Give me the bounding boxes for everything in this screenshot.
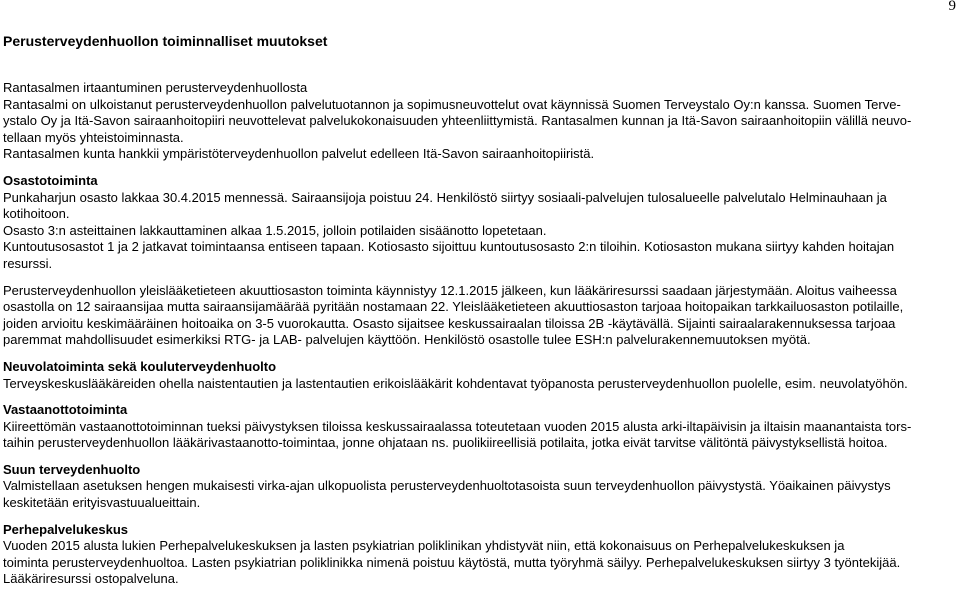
- perhepalvelu-line-3: Lääkäriresurssi ostopalveluna.: [3, 571, 179, 587]
- intro-line-3: ystalo Oy ja Itä-Savon sairaanhoitopiiri neuvottelevat palvelukokonaisuuden yhteenliittymistä. Rantasalmen kunnan ja Itä-Savon sairaanhoitopiin välillä neuvo-: [3, 113, 912, 129]
- page-number: 9: [948, 0, 956, 14]
- section-heading: Suun terveydenhuolto: [3, 461, 141, 477]
- akuutti-line-2: osastolla on 12 sairaansijaa mutta sairaansijamäärää pyritään nostamaan 22. Yleislääketieteen akuuttiosaston tarjoaa hoitopaikan tarkkailuosaston potilaille,: [3, 299, 904, 315]
- intro-line-5: Rantasalmen kunta hankkii ympäristöterveydenhuollon palvelut edelleen Itä-Savon sairaanhoitopiiristä.: [3, 146, 595, 162]
- vastaanotto-line-1: Kiireettömän vastaanottotoiminnan tueksi päivystyksen tiloissa keskussairaalassa toteutetaan vuoden 2015 alusta arki-iltapäivisin ja iltaisin maanantaista tors-: [3, 418, 912, 434]
- intro-line-2: Rantasalmi on ulkoistanut perusterveydenhuollon palvelutuotannon ja sopimusneuvottelut ovat käynnissä Suomen Terveystalo Oy:n kanssa. Suomen Terve-: [3, 96, 901, 112]
- document-body: [3, 80, 955, 588]
- section-heading: Vastaanottotoiminta: [3, 402, 128, 418]
- osasto-line-2: kotihoitoon.: [3, 206, 70, 222]
- osasto-line-5: resurssi.: [3, 255, 53, 271]
- section-neuvolatoiminta: [3, 359, 955, 392]
- suun-line-2: keskitetään erityisvastuualueittain.: [3, 495, 201, 511]
- akuutti-line-1: Perusterveydenhuollon yleislääketieteen akuuttiosaston toiminta käynnistyy 12.1.2015 jälkeen, kun lääkäriresurssi saadaan järjestymään. Aloitus vaiheessa: [3, 282, 897, 298]
- osasto-line-3: Osasto 3:n asteittainen lakkauttaminen alkaa 1.5.2015, jolloin potilaiden sisäänotto lopetetaan.: [3, 222, 547, 238]
- intro-line-4: tellaan myös yhteistoiminnasta.: [3, 129, 184, 145]
- section-suun-terveydenhuolto: [3, 462, 955, 512]
- osasto-line-4: Kuntoutusosastot 1 ja 2 jatkavat toimintaansa entiseen tapaan. Kotiosasto sijoittuu kuntoutusosasto 2:n tiloihin. Kotiosaston mukana siirtyy kahden hoitajan: [3, 239, 895, 255]
- section-vastaanottotoiminta: [3, 402, 955, 452]
- neuvola-line-1: Terveyskeskuslääkäreiden ohella naistentautien ja lastentautien erikoislääkärit kohdentavat työpanosta perusterveydenhuollon puolelle, esim. neuvolatyöhön.: [3, 375, 908, 391]
- vastaanotto-line-2: taihin perusterveydenhuollon lääkärivastaanotto-toimintaa, jonne ohjataan ns. puolikiireellisiä potilaita, jotka eivät tarvitse välitöntä päivystyksellistä hoitoa.: [3, 435, 888, 451]
- section-osastotoiminta: [3, 173, 955, 273]
- akuutti-line-3: joiden arvioitu keskimääräinen hoitoaika on 3-5 vuorokautta. Osasto sijaitsee keskussairaalan tiloissa 2B -käytävällä. Sijainti sairaalarakennuksessa tarjoaa: [3, 315, 896, 331]
- section-heading: Perhepalvelukeskus: [3, 521, 129, 537]
- page-title: Perusterveydenhuollon toiminnalliset muutokset: [3, 33, 328, 49]
- perhepalvelu-line-2: toiminta perusterveydenhuoltoa. Lasten psykiatrian poliklinikka nimenä poistuu käytöstä, mutta työryhmä säilyy. Perhepalvelukeskuksen siirtyy 3 työntekijää.: [3, 554, 901, 570]
- section-heading: Osastotoiminta: [3, 172, 98, 188]
- akuutti-line-4: paremmat mahdollisuudet esimerkiksi RTG- ja LAB- palvelujen käyttöön. Henkilöstö osastolle tulee ESH:n palvelurakennemuutoksen myötä.: [3, 332, 811, 348]
- section-perhepalvelukeskus: [3, 522, 955, 588]
- section-rantasalmi: [3, 80, 955, 163]
- section-akuuttiosasto: [3, 283, 955, 349]
- suun-line-1: Valmistellaan asetuksen hengen mukaisesti virka-ajan ulkopuolista perusterveydenhuoltotasoista suun terveydenhuollon päivystystä. Yöaikainen päivystys: [3, 478, 891, 494]
- perhepalvelu-line-1: Vuoden 2015 alusta lukien Perhepalvelukeskuksen ja lasten psykiatrian poliklinikan yhdistyvät niin, että kokonaisuus on Perhepalvelukeskuksen ja: [3, 538, 845, 554]
- intro-line-1: Rantasalmen irtaantuminen perusterveydenhuollosta: [3, 80, 308, 95]
- section-heading: Neuvolatoiminta sekä kouluterveydenhuolto: [3, 358, 277, 374]
- osasto-line-1: Punkaharjun osasto lakkaa 30.4.2015 mennessä. Sairaansijoja poistuu 24. Henkilöstö siirtyy sosiaali-palvelujen tulosalueelle palvelutalo Helminauhaan ja: [3, 189, 887, 205]
